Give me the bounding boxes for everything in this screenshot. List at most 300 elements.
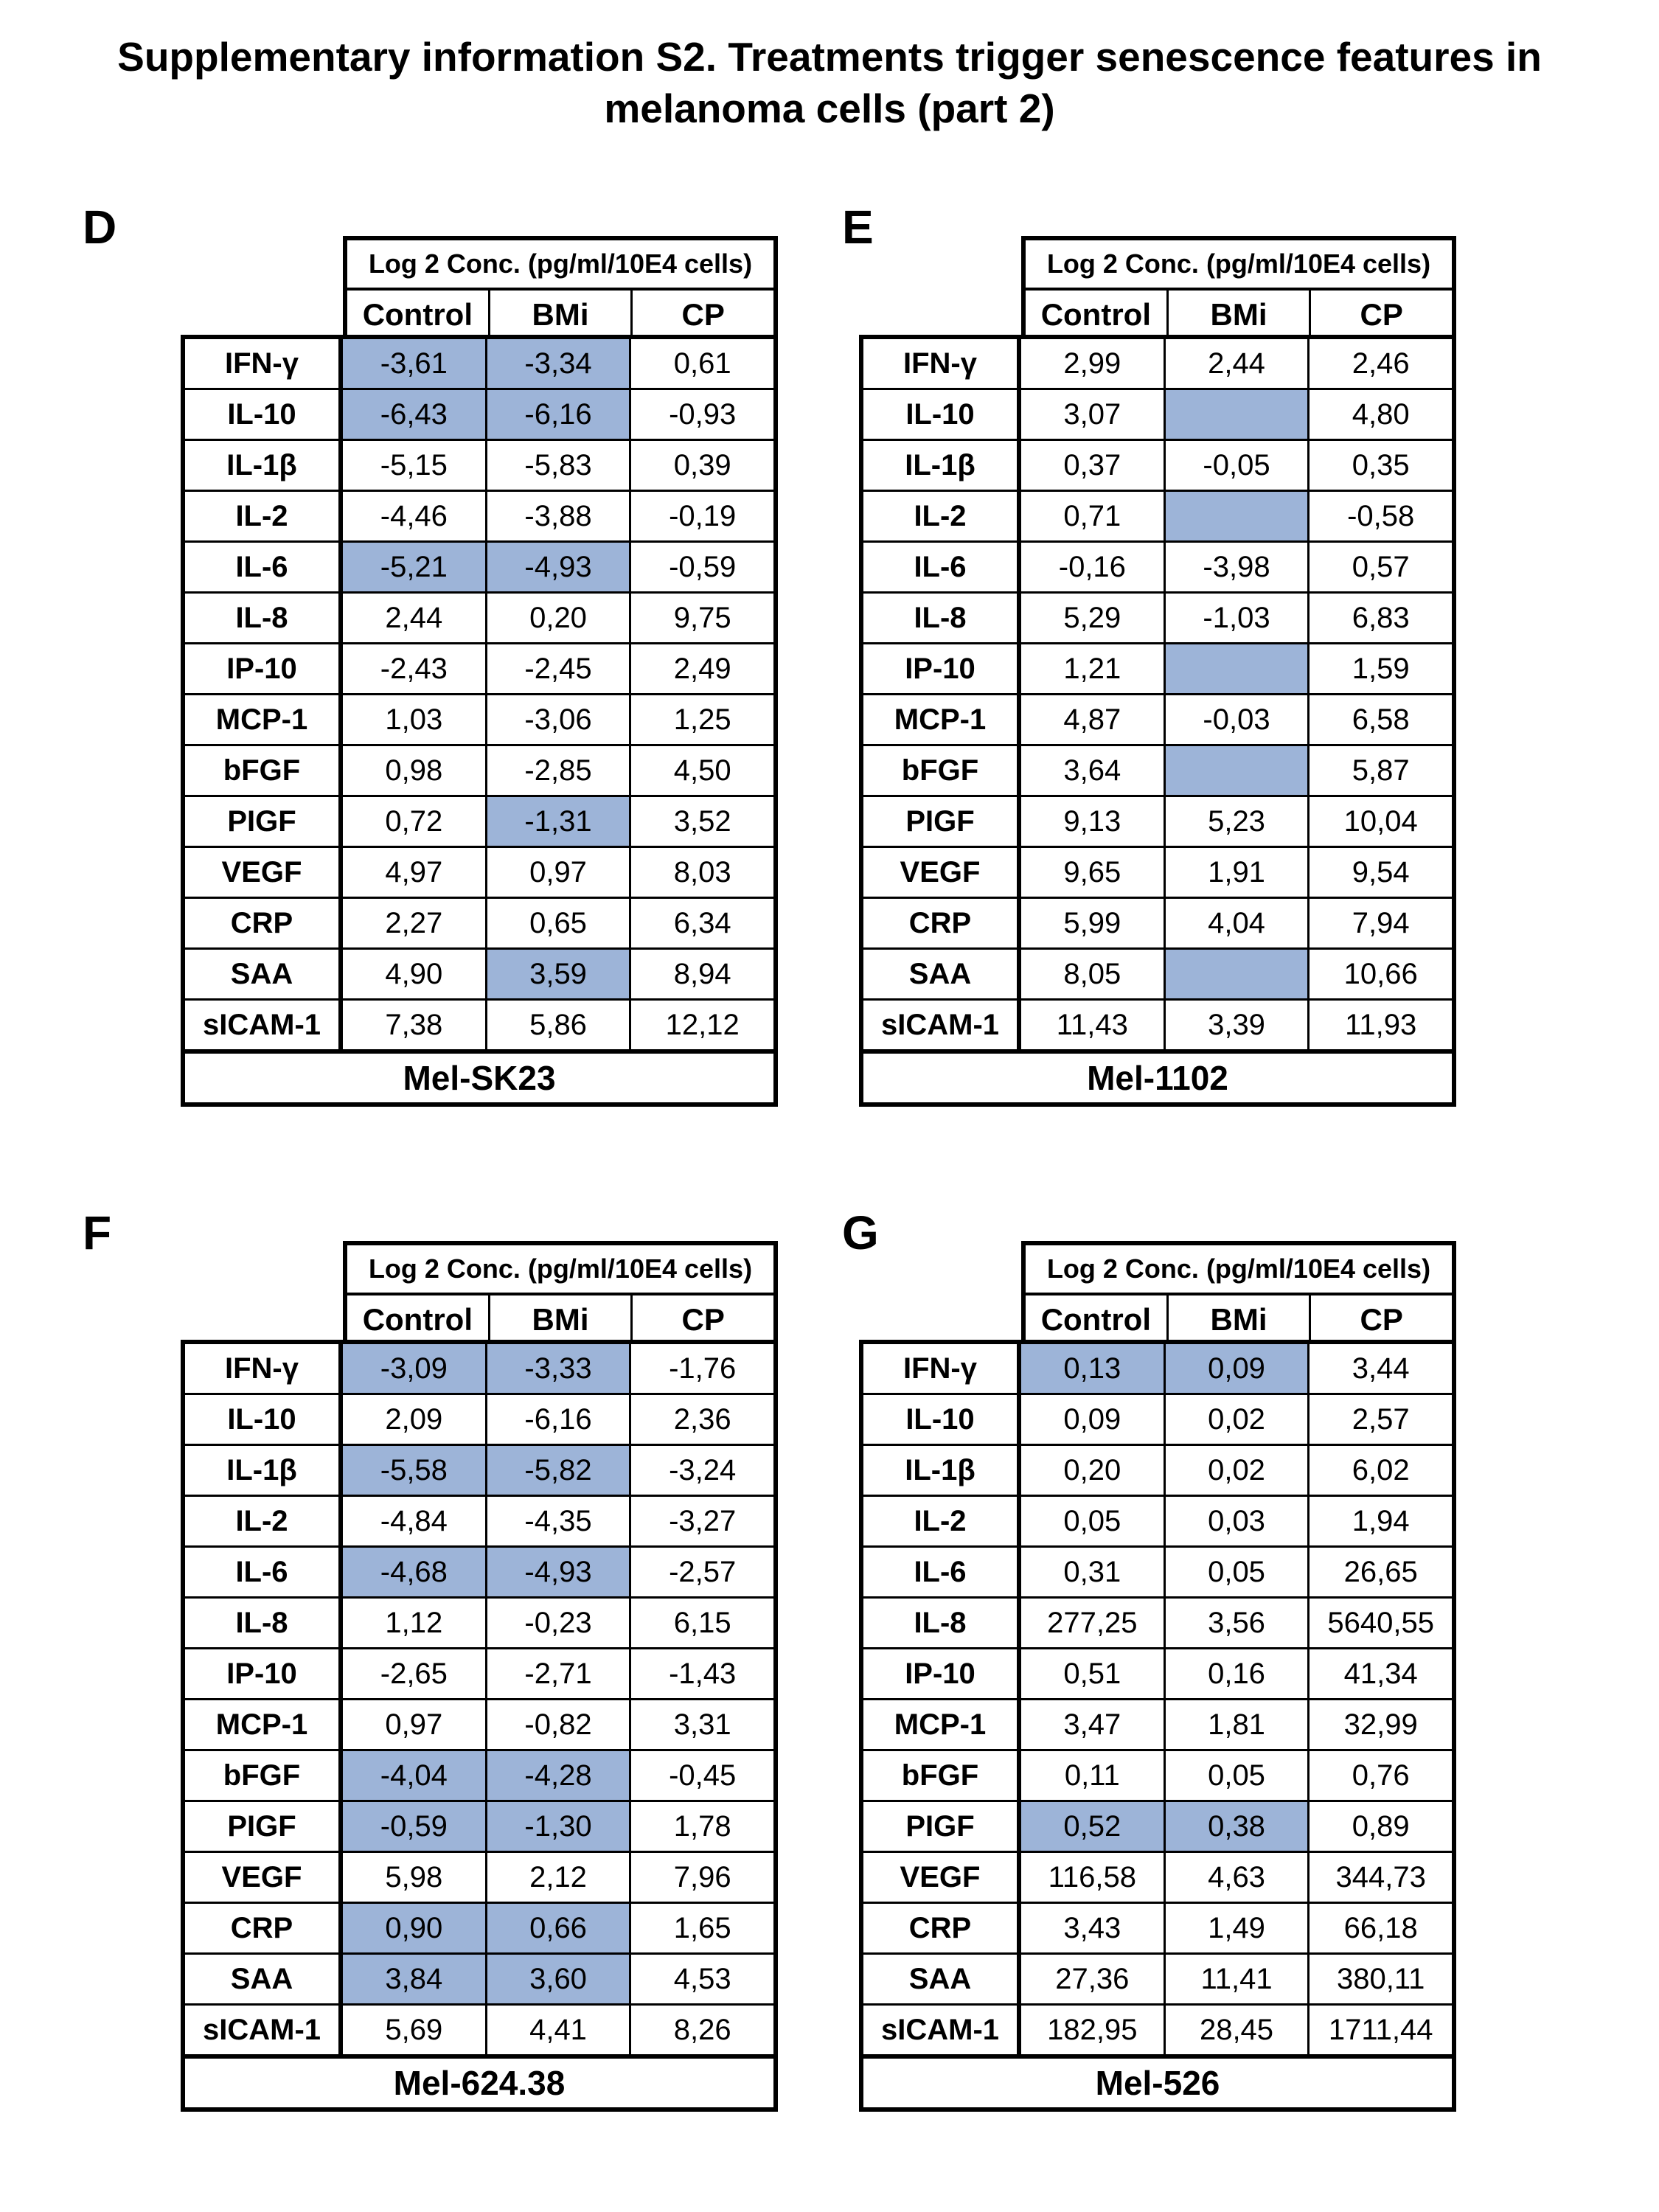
table-cell: 9,54: [1307, 848, 1452, 897]
table-cell: 2,57: [1307, 1395, 1452, 1444]
table-cell: 8,26: [629, 2006, 773, 2054]
column-header: CP: [630, 1295, 773, 1344]
table-cell: 3,39: [1164, 1001, 1308, 1049]
table-cell: 3,52: [629, 797, 773, 846]
table-cell: -4,84: [380, 1505, 448, 1537]
table-row: [863, 642, 1452, 693]
table-row: [863, 693, 1452, 744]
table-row: [863, 1902, 1452, 1952]
table-cell: 5,69: [385, 2014, 443, 2046]
table-cell: -0,03: [1164, 695, 1308, 744]
table-row: [863, 1495, 1452, 1545]
column-header: Control: [1040, 1302, 1151, 1337]
table-cell: 12,12: [629, 1001, 773, 1049]
table-header: [1021, 236, 1456, 339]
table-cell: 1,94: [1307, 1497, 1452, 1545]
table-row: [185, 1749, 773, 1800]
table-row: [863, 1393, 1452, 1444]
table-cell: 0,71: [1063, 500, 1121, 532]
table-row: [863, 2003, 1452, 2054]
row-label: bFGF: [185, 1751, 343, 1800]
table-cell: 0,20: [485, 594, 630, 642]
highlighted-cell: -4,93: [485, 543, 630, 591]
table-cell: 26,65: [1307, 1548, 1452, 1596]
table-cell: 8,05: [1063, 958, 1121, 990]
table-cell: 41,34: [1307, 1649, 1452, 1698]
table-cell: -2,85: [485, 746, 630, 795]
table-cell: 0,65: [485, 899, 630, 947]
table-header: [343, 1241, 778, 1344]
table-cell: -2,65: [380, 1658, 448, 1690]
table-row: [185, 693, 773, 744]
row-label: IFN-γ: [185, 339, 343, 388]
row-label: MCP-1: [185, 695, 343, 744]
table-row: [863, 1698, 1452, 1749]
cell-line-label: Mel-1102: [863, 1049, 1452, 1102]
highlighted-cell: 3,59: [485, 950, 630, 998]
table-cell: 10,66: [1307, 950, 1452, 998]
table-cell: -2,71: [485, 1649, 630, 1698]
table-row: [863, 998, 1452, 1049]
row-label: IL-1β: [863, 1446, 1021, 1495]
table-row: [185, 1902, 773, 1952]
table-cell: 3,64: [1063, 754, 1121, 787]
row-label: sICAM-1: [863, 1001, 1021, 1049]
table-cell: 4,80: [1307, 390, 1452, 439]
table-cell: 1,49: [1164, 1904, 1308, 1952]
highlighted-cell: -4,04: [343, 1751, 485, 1800]
table-cell: 2,12: [485, 1853, 630, 1902]
column-header: CP: [1309, 1295, 1452, 1344]
row-label: IL-8: [863, 594, 1021, 642]
table-cell: -2,45: [485, 644, 630, 693]
highlighted-cell: -5,58: [343, 1446, 485, 1495]
table-cell: 11,93: [1307, 1001, 1452, 1049]
table-cell: 8,03: [629, 848, 773, 897]
column-header: BMi: [488, 291, 631, 339]
table-cell: 182,95: [1047, 2014, 1138, 2046]
table-row: [185, 795, 773, 846]
table-row: [185, 1800, 773, 1851]
table-cell: -0,93: [629, 390, 773, 439]
table-cell: 4,53: [629, 1955, 773, 2003]
table-cell: 0,97: [485, 848, 630, 897]
table-cell: 1,12: [385, 1607, 443, 1639]
column-header: Control: [362, 297, 473, 332]
table-row: [185, 540, 773, 591]
table-row: [863, 1851, 1452, 1902]
highlighted-cell: 3,84: [343, 1955, 485, 2003]
highlighted-cell: -3,33: [485, 1344, 630, 1393]
table-cell: 0,35: [1307, 441, 1452, 490]
panel-letter: G: [842, 1206, 879, 1259]
table-row: [863, 1647, 1452, 1698]
table-cell: 27,36: [1055, 1963, 1130, 1995]
table-cell: 0,05: [1164, 1751, 1308, 1800]
table-cell: -1,43: [629, 1649, 773, 1698]
highlighted-cell: -6,16: [485, 390, 630, 439]
table-cell: 2,44: [385, 602, 443, 634]
table-cell: 6,15: [629, 1599, 773, 1647]
table-body: [859, 1340, 1456, 2112]
column-header: BMi: [488, 1295, 631, 1344]
table-body: [181, 335, 778, 1107]
table-cell: 2,99: [1063, 347, 1121, 380]
row-label: IL-2: [185, 1497, 343, 1545]
table-row: [185, 1698, 773, 1749]
table-cell: 4,04: [1164, 899, 1308, 947]
table-cell: 11,43: [1056, 1009, 1128, 1041]
table-cell: 9,65: [1063, 856, 1121, 888]
table-cell: 0,98: [385, 754, 443, 787]
table-cell: 0,51: [1063, 1658, 1121, 1690]
row-label: sICAM-1: [185, 1001, 343, 1049]
table-header: [343, 236, 778, 339]
table-cell: 0,05: [1063, 1505, 1121, 1537]
table-cell: 6,34: [629, 899, 773, 947]
table-row: [863, 1596, 1452, 1647]
highlighted-cell: 0,90: [343, 1904, 485, 1952]
highlighted-cell: [1164, 644, 1308, 693]
table-cell: -1,76: [629, 1344, 773, 1393]
row-label: SAA: [185, 950, 343, 998]
table-row: [185, 1596, 773, 1647]
row-label: SAA: [863, 1955, 1021, 2003]
header-label: Log 2 Conc. (pg/ml/10E4 cells): [1026, 240, 1452, 291]
highlighted-cell: 0,66: [485, 1904, 630, 1952]
table-cell: 28,45: [1164, 2006, 1308, 2054]
table-cell: 2,46: [1307, 339, 1452, 388]
row-label: IFN-γ: [185, 1344, 343, 1393]
table-cell: 10,04: [1307, 797, 1452, 846]
highlighted-cell: -5,21: [343, 543, 485, 591]
table-cell: 0,89: [1307, 1802, 1452, 1851]
row-label: IL-6: [185, 1548, 343, 1596]
table-cell: 3,43: [1063, 1912, 1121, 1944]
table-row: [863, 795, 1452, 846]
row-label: IL-10: [185, 390, 343, 439]
table-row: [863, 897, 1452, 947]
highlighted-cell: -5,82: [485, 1446, 630, 1495]
table-cell: 4,97: [385, 856, 443, 888]
table-row: [185, 1545, 773, 1596]
table-cell: 2,36: [629, 1395, 773, 1444]
table-row: [863, 339, 1452, 388]
table-cell: 4,87: [1063, 703, 1121, 736]
table-cell: -6,16: [485, 1395, 630, 1444]
table-row: [185, 642, 773, 693]
table-cell: 1,03: [385, 703, 443, 736]
table-cell: -3,27: [629, 1497, 773, 1545]
panel-letter: D: [83, 201, 117, 254]
cell-line-label: Mel-SK23: [185, 1049, 773, 1102]
highlighted-cell: -1,30: [485, 1802, 630, 1851]
row-label: PIGF: [863, 797, 1021, 846]
table-cell: 2,27: [385, 907, 443, 939]
table-row: [185, 1393, 773, 1444]
table-cell: 1,21: [1063, 653, 1121, 685]
table-cell: 2,09: [385, 1403, 443, 1436]
table-cell: 0,61: [629, 339, 773, 388]
table-cell: 0,39: [629, 441, 773, 490]
table-header: [1021, 1241, 1456, 1344]
row-label: SAA: [185, 1955, 343, 2003]
highlighted-cell: [1164, 950, 1308, 998]
table-cell: 2,44: [1164, 339, 1308, 388]
panel-letter: E: [842, 201, 874, 254]
highlighted-cell: -4,28: [485, 1751, 630, 1800]
column-header: Control: [1040, 297, 1151, 332]
cell-line-label: Mel-624.38: [185, 2054, 773, 2107]
table-cell: 1,25: [629, 695, 773, 744]
table-cell: 3,47: [1063, 1708, 1121, 1741]
table-row: [863, 388, 1452, 439]
row-label: sICAM-1: [185, 2006, 343, 2054]
table-cell: 4,63: [1164, 1853, 1308, 1902]
table-cell: 0,20: [1063, 1454, 1121, 1486]
row-label: IP-10: [185, 644, 343, 693]
row-label: IL-6: [863, 543, 1021, 591]
table-cell: 0,57: [1307, 543, 1452, 591]
table-row: [185, 339, 773, 388]
highlighted-cell: -3,09: [343, 1344, 485, 1393]
table-row: [185, 591, 773, 642]
table-cell: 0,09: [1063, 1403, 1121, 1436]
table-cell: -0,45: [629, 1751, 773, 1800]
table-cell: 1,81: [1164, 1700, 1308, 1749]
row-label: MCP-1: [863, 1700, 1021, 1749]
table-row: [185, 388, 773, 439]
row-label: IL-8: [863, 1599, 1021, 1647]
table-cell: 6,02: [1307, 1446, 1452, 1495]
table-cell: 0,37: [1063, 449, 1121, 481]
highlighted-cell: 3,60: [485, 1955, 630, 2003]
table-cell: 380,11: [1307, 1955, 1452, 2003]
row-label: VEGF: [185, 848, 343, 897]
title-line-2: melanoma cells (part 2): [604, 86, 1055, 131]
table-cell: -1,03: [1164, 594, 1308, 642]
table-row: [185, 2003, 773, 2054]
highlighted-cell: -1,31: [485, 797, 630, 846]
table-cell: 6,58: [1307, 695, 1452, 744]
column-header: Control: [362, 1302, 473, 1337]
table-cell: -5,15: [380, 449, 448, 481]
row-label: CRP: [185, 1904, 343, 1952]
row-label: IP-10: [185, 1649, 343, 1698]
row-label: MCP-1: [185, 1700, 343, 1749]
column-header: CP: [1309, 291, 1452, 339]
table-cell: 5,29: [1063, 602, 1121, 634]
table-row: [185, 1647, 773, 1698]
row-label: IL-1β: [185, 1446, 343, 1495]
table-row: [185, 1952, 773, 2003]
table-cell: -0,16: [1058, 551, 1126, 583]
table-cell: 0,11: [1064, 1759, 1120, 1792]
row-label: IP-10: [863, 1649, 1021, 1698]
highlighted-cell: [1164, 746, 1308, 795]
row-label: IL-10: [863, 1395, 1021, 1444]
table-body: [859, 335, 1456, 1107]
table-cell: 0,16: [1164, 1649, 1308, 1698]
table-cell: 5,99: [1063, 907, 1121, 939]
row-label: IFN-γ: [863, 339, 1021, 388]
highlighted-cell: -4,93: [485, 1548, 630, 1596]
table-row: [863, 540, 1452, 591]
table-cell: 344,73: [1307, 1853, 1452, 1902]
table-row: [863, 1800, 1452, 1851]
highlighted-cell: 0,13: [1021, 1344, 1164, 1393]
table-cell: 2,49: [629, 644, 773, 693]
table-row: [863, 1545, 1452, 1596]
highlighted-cell: -0,59: [343, 1802, 485, 1851]
table-cell: -3,06: [485, 695, 630, 744]
row-label: IL-8: [185, 594, 343, 642]
row-label: bFGF: [185, 746, 343, 795]
highlighted-cell: 0,38: [1164, 1802, 1308, 1851]
row-label: VEGF: [863, 848, 1021, 897]
table-cell: -4,35: [485, 1497, 630, 1545]
row-label: SAA: [863, 950, 1021, 998]
table-cell: 3,44: [1307, 1344, 1452, 1393]
table-cell: 7,38: [385, 1009, 443, 1041]
table-row: [185, 1851, 773, 1902]
highlighted-cell: -3,61: [343, 339, 485, 388]
table-cell: -0,82: [485, 1700, 630, 1749]
highlighted-cell: [1164, 390, 1308, 439]
row-label: IP-10: [863, 644, 1021, 693]
row-label: CRP: [185, 899, 343, 947]
table-row: [185, 846, 773, 897]
table-row: [185, 998, 773, 1049]
table-cell: 277,25: [1047, 1607, 1138, 1639]
table-row: [863, 490, 1452, 540]
table-cell: 9,13: [1063, 805, 1121, 838]
column-header: BMi: [1166, 1295, 1310, 1344]
column-header: BMi: [1166, 291, 1310, 339]
table-row: [185, 897, 773, 947]
table-row: [185, 1344, 773, 1393]
row-label: MCP-1: [863, 695, 1021, 744]
row-label: bFGF: [863, 1751, 1021, 1800]
table-cell: 5,86: [485, 1001, 630, 1049]
row-label: IL-2: [863, 492, 1021, 540]
highlighted-cell: -4,68: [343, 1548, 485, 1596]
table-cell: 0,31: [1063, 1556, 1121, 1588]
row-label: bFGF: [863, 746, 1021, 795]
table-cell: 1,65: [629, 1904, 773, 1952]
table-cell: 0,05: [1164, 1548, 1308, 1596]
row-label: sICAM-1: [863, 2006, 1021, 2054]
table-cell: 5,23: [1164, 797, 1308, 846]
table-row: [863, 1344, 1452, 1393]
table-row: [185, 1495, 773, 1545]
table-cell: 0,72: [385, 805, 443, 838]
table-cell: 66,18: [1307, 1904, 1452, 1952]
table-cell: 1,91: [1164, 848, 1308, 897]
table-row: [185, 1444, 773, 1495]
row-label: IL-2: [185, 492, 343, 540]
table-cell: -0,23: [485, 1599, 630, 1647]
highlighted-cell: 0,09: [1164, 1344, 1308, 1393]
panel-letter: F: [83, 1206, 112, 1259]
table-cell: 0,97: [385, 1708, 443, 1741]
row-label: IL-6: [185, 543, 343, 591]
row-label: PIGF: [185, 797, 343, 846]
row-label: CRP: [863, 899, 1021, 947]
row-label: IL-8: [185, 1599, 343, 1647]
table-cell: 0,76: [1307, 1751, 1452, 1800]
row-label: CRP: [863, 1904, 1021, 1952]
table-cell: 1,78: [629, 1802, 773, 1851]
table-cell: -2,43: [380, 653, 448, 685]
table-row: [863, 744, 1452, 795]
cell-line-label: Mel-526: [863, 2054, 1452, 2107]
table-cell: -3,24: [629, 1446, 773, 1495]
table-cell: -3,98: [1164, 543, 1308, 591]
table-cell: 11,41: [1164, 1955, 1308, 2003]
table-row: [863, 439, 1452, 490]
table-cell: 4,90: [385, 958, 443, 990]
table-cell: 5,98: [385, 1861, 443, 1893]
highlighted-cell: [1164, 492, 1308, 540]
table-row: [863, 1749, 1452, 1800]
table-cell: 0,02: [1164, 1395, 1308, 1444]
table-cell: 8,94: [629, 950, 773, 998]
header-label: Log 2 Conc. (pg/ml/10E4 cells): [347, 240, 773, 291]
header-label: Log 2 Conc. (pg/ml/10E4 cells): [1026, 1245, 1452, 1295]
table-cell: 0,03: [1164, 1497, 1308, 1545]
table-row: [185, 439, 773, 490]
table-row: [863, 1952, 1452, 2003]
table-row: [863, 846, 1452, 897]
table-cell: 32,99: [1307, 1700, 1452, 1749]
row-label: IL-1β: [863, 441, 1021, 490]
table-cell: 4,41: [485, 2006, 630, 2054]
row-label: PIGF: [185, 1802, 343, 1851]
table-cell: 0,02: [1164, 1446, 1308, 1495]
table-cell: 1711,44: [1307, 2006, 1452, 2054]
table-cell: 7,94: [1307, 899, 1452, 947]
highlighted-cell: 0,52: [1021, 1802, 1164, 1851]
highlighted-cell: -3,34: [485, 339, 630, 388]
row-label: VEGF: [863, 1853, 1021, 1902]
row-label: IL-10: [185, 1395, 343, 1444]
table-cell: 1,59: [1307, 644, 1452, 693]
table-body: [181, 1340, 778, 2112]
table-cell: 9,75: [629, 594, 773, 642]
table-cell: -5,83: [485, 441, 630, 490]
table-cell: 116,58: [1048, 1861, 1137, 1893]
header-label: Log 2 Conc. (pg/ml/10E4 cells): [347, 1245, 773, 1295]
highlighted-cell: -6,43: [343, 390, 485, 439]
table-cell: 3,07: [1063, 398, 1121, 431]
table-cell: -0,19: [629, 492, 773, 540]
table-cell: -0,58: [1307, 492, 1452, 540]
row-label: IL-10: [863, 390, 1021, 439]
row-label: IFN-γ: [863, 1344, 1021, 1393]
column-header: CP: [630, 291, 773, 339]
table-cell: -4,46: [380, 500, 448, 532]
table-row: [185, 490, 773, 540]
table-cell: 4,50: [629, 746, 773, 795]
table-row: [863, 1444, 1452, 1495]
table-row: [185, 947, 773, 998]
row-label: IL-6: [863, 1548, 1021, 1596]
row-label: IL-2: [863, 1497, 1021, 1545]
title-line-1: Supplementary information S2. Treatments trigger senescence features in: [117, 34, 1542, 80]
table-cell: 7,96: [629, 1853, 773, 1902]
table-cell: -3,88: [485, 492, 630, 540]
